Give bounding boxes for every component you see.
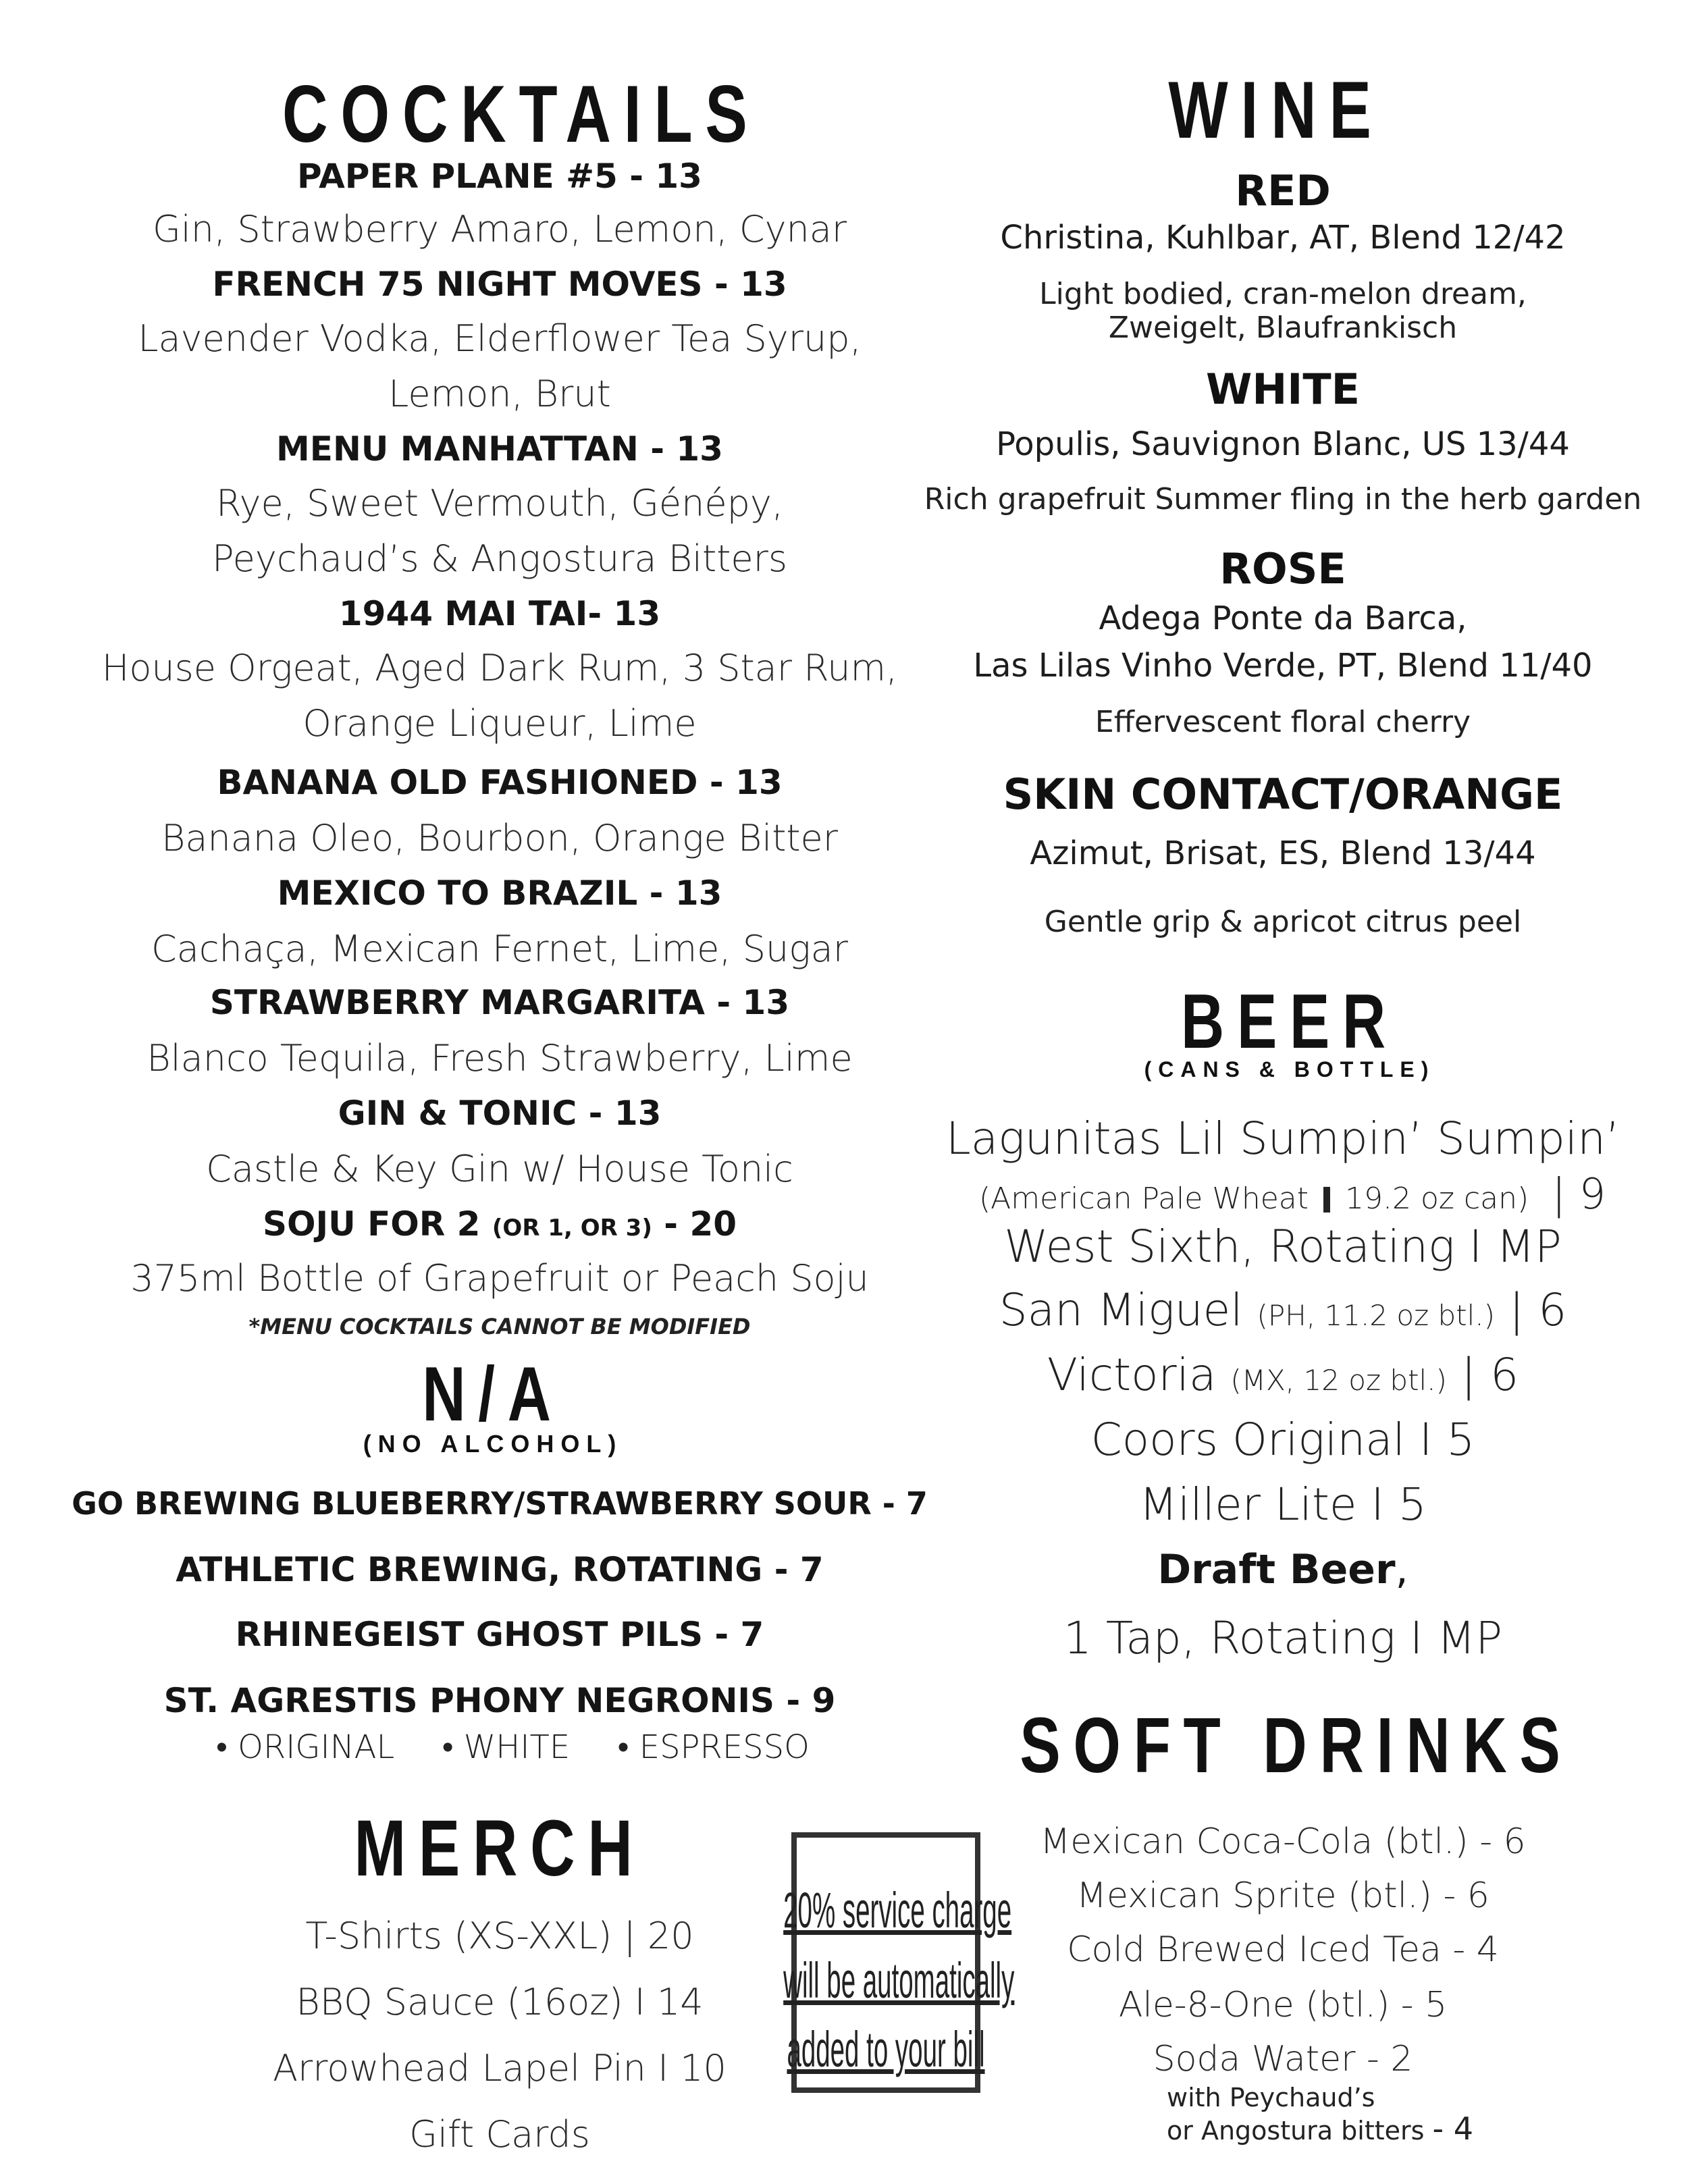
cocktail-desc: 375ml Bottle of Grapefruit or Peach Soju (130, 1257, 869, 1300)
wine-note: Effervescent floral cherry (1094, 705, 1471, 739)
service-charge-line: added to your bill (787, 2021, 985, 2077)
na-variants (216, 1728, 810, 1766)
wine-category-rose: ROSE (1219, 544, 1346, 593)
cocktail-desc: Orange Liqueur, Lime (302, 702, 697, 745)
cocktail-name (149, 1204, 851, 1244)
beer-item: Lagunitas Lil Sumpin’ Sumpin’ (945, 1113, 1620, 1165)
beer-detail: (PH, 11.2 oz btl.) (1257, 1299, 1496, 1332)
soft-drink-item: Ale-8-One (btl.) - 5 (1118, 1985, 1448, 2025)
merch-title: MERCH (354, 1804, 645, 1893)
cocktail-desc: Gin, Strawberry Amaro, Lemon, Cynar (152, 208, 847, 250)
beer-item: Coors Original I 5 (1090, 1414, 1475, 1466)
beer-price: | 6 (1460, 1349, 1519, 1401)
wine-note: Gentle grip & apricot citrus peel (1044, 905, 1522, 939)
cocktails-title: COCKTAILS (282, 69, 760, 159)
beer-item-detail (979, 1169, 1606, 1219)
cocktail-desc: Rye, Sweet Vermouth, Génépy, (215, 482, 784, 525)
soft-drink-item: Cold Brewed Iced Tea - 4 (1067, 1929, 1499, 1970)
soft-drinks-title: SOFT DRINKS (1020, 1701, 1573, 1789)
cocktail-name: FRENCH 75 NIGHT MOVES - 13 (212, 265, 787, 304)
beer-item (945, 1284, 1620, 1336)
wine-line: Azimut, Brisat, ES, Blend 13/44 (1030, 834, 1536, 872)
na-variant: • WHITE (442, 1728, 571, 1766)
cocktail-desc: House Orgeat, Aged Dark Rum, 3 Star Rum, (101, 647, 898, 689)
cocktail-name: GIN & TONIC - 13 (338, 1094, 662, 1133)
wine-note: Light bodied, cran-melon dream, (1039, 277, 1527, 311)
cocktail-name: 1944 MAI TAI- 13 (338, 594, 661, 633)
beer-name: Victoria (1047, 1349, 1217, 1401)
wine-line: Christina, Kuhlbar, AT, Blend 12/42 (1000, 219, 1566, 257)
na-variant: • ESPRESSO (617, 1728, 810, 1766)
beer-detail-text: 19.2 oz can) (1345, 1181, 1529, 1216)
beer-item: Miller Lite I 5 (1139, 1479, 1427, 1530)
beer-detail-text: (American Pale Wheat (979, 1181, 1309, 1216)
beer-subtitle: (CANS & BOTTLE) (1144, 1057, 1435, 1082)
beer-item: 1 Tap, Rotating I MP (1063, 1612, 1503, 1664)
wine-line: Las Lilas Vinho Verde, PT, Blend 11/40 (973, 647, 1593, 685)
beer-price: | 9 (1552, 1169, 1606, 1219)
merch-item: BBQ Sauce (16oz) I 14 (296, 1981, 704, 2023)
soda-note-line: with Peychaud’s (1167, 2083, 1375, 2112)
beer-price: | 6 (1509, 1284, 1567, 1336)
draft-beer-heading (945, 1546, 1620, 1593)
cocktail-desc: Peychaud’s & Angostura Bitters (212, 537, 787, 580)
cocktail-desc: Lemon, Brut (388, 373, 611, 415)
soft-drink-item: Mexican Coca-Cola (btl.) - 6 (1040, 1821, 1526, 1862)
wine-category-white: WHITE (1206, 365, 1360, 414)
cocktail-name: MEXICO TO BRAZIL - 13 (277, 874, 722, 913)
cocktail-desc: Cachaça, Mexican Fernet, Lime, Sugar (151, 928, 848, 970)
na-item: ST. AGRESTIS PHONY NEGRONIS - 9 (163, 1681, 836, 1720)
na-item: RHINEGEIST GHOST PILS - 7 (235, 1615, 764, 1654)
beer-title: BEER (1181, 979, 1398, 1065)
beer-detail: (MX, 12 oz btl.) (1230, 1364, 1447, 1397)
wine-category-skin-contact: SKIN CONTACT/ORANGE (1003, 770, 1563, 819)
soda-note-line: or Angostura bitters (1167, 2116, 1425, 2146)
service-charge-line: will be automatically (783, 1952, 1015, 2008)
na-subtitle: (NO ALCOHOL) (363, 1430, 623, 1458)
wine-title: WINE (1168, 65, 1384, 155)
merch-item: Arrowhead Lapel Pin I 10 (273, 2047, 727, 2089)
wine-note: Rich grapefruit Summer fling in the herb garden (924, 482, 1642, 516)
cocktail-name-small: (OR 1, OR 3) (492, 1215, 652, 1242)
wine-line: Populis, Sauvignon Blanc, US 13/44 (996, 425, 1570, 463)
wine-line: Adega Ponte da Barca, (1099, 600, 1467, 637)
cocktail-name: BANANA OLD FASHIONED - 13 (217, 763, 783, 802)
cocktails-note: *MENU COCKTAILS CANNOT BE MODIFIED (248, 1314, 751, 1339)
beer-item (945, 1349, 1620, 1401)
wine-note: Zweigelt, Blaufrankisch (1108, 311, 1458, 345)
service-charge-line: 20% service charge (783, 1882, 1012, 1938)
cocktail-desc: Lavender Vodka, Elderflower Tea Syrup, (138, 317, 862, 360)
draft-beer-comma: , (1395, 1546, 1408, 1593)
merch-item: Gift Cards (409, 2113, 590, 2156)
cocktail-name: PAPER PLANE #5 - 13 (297, 157, 702, 196)
cocktail-name-main: SOJU FOR 2 (262, 1204, 481, 1244)
cocktail-name: MENU MANHATTAN - 13 (276, 429, 723, 469)
beer-item: West Sixth, Rotating I MP (1004, 1221, 1562, 1273)
soda-note-price: - 4 (1432, 2110, 1474, 2147)
soda-note (1167, 2082, 1473, 2146)
soft-drink-item: Soda Water - 2 (1153, 2039, 1413, 2079)
wine-category-red: RED (1235, 166, 1331, 215)
na-title: N/A (422, 1352, 564, 1437)
draft-beer-label: Draft Beer (1157, 1546, 1396, 1593)
soft-drink-item: Mexican Sprite (btl.) - 6 (1076, 1875, 1489, 1916)
cocktail-desc: Blanco Tequila, Fresh Strawberry, Lime (147, 1037, 853, 1080)
na-item: ATHLETIC BREWING, ROTATING - 7 (176, 1550, 824, 1589)
cocktail-desc: Banana Oleo, Bourbon, Orange Bitter (161, 817, 838, 859)
merch-item: T-Shirts (XS-XXL) | 20 (305, 1915, 694, 1957)
cocktail-name: STRAWBERRY MARGARITA - 13 (209, 983, 790, 1022)
na-item: GO BREWING BLUEBERRY/STRAWBERRY SOUR - 7 (72, 1485, 928, 1522)
cocktail-desc: Castle & Key Gin w/ House Tonic (206, 1148, 793, 1190)
cocktail-name-price: - 20 (664, 1204, 737, 1244)
na-variant: • ORIGINAL (216, 1728, 395, 1766)
beer-name: San Miguel (999, 1284, 1243, 1336)
